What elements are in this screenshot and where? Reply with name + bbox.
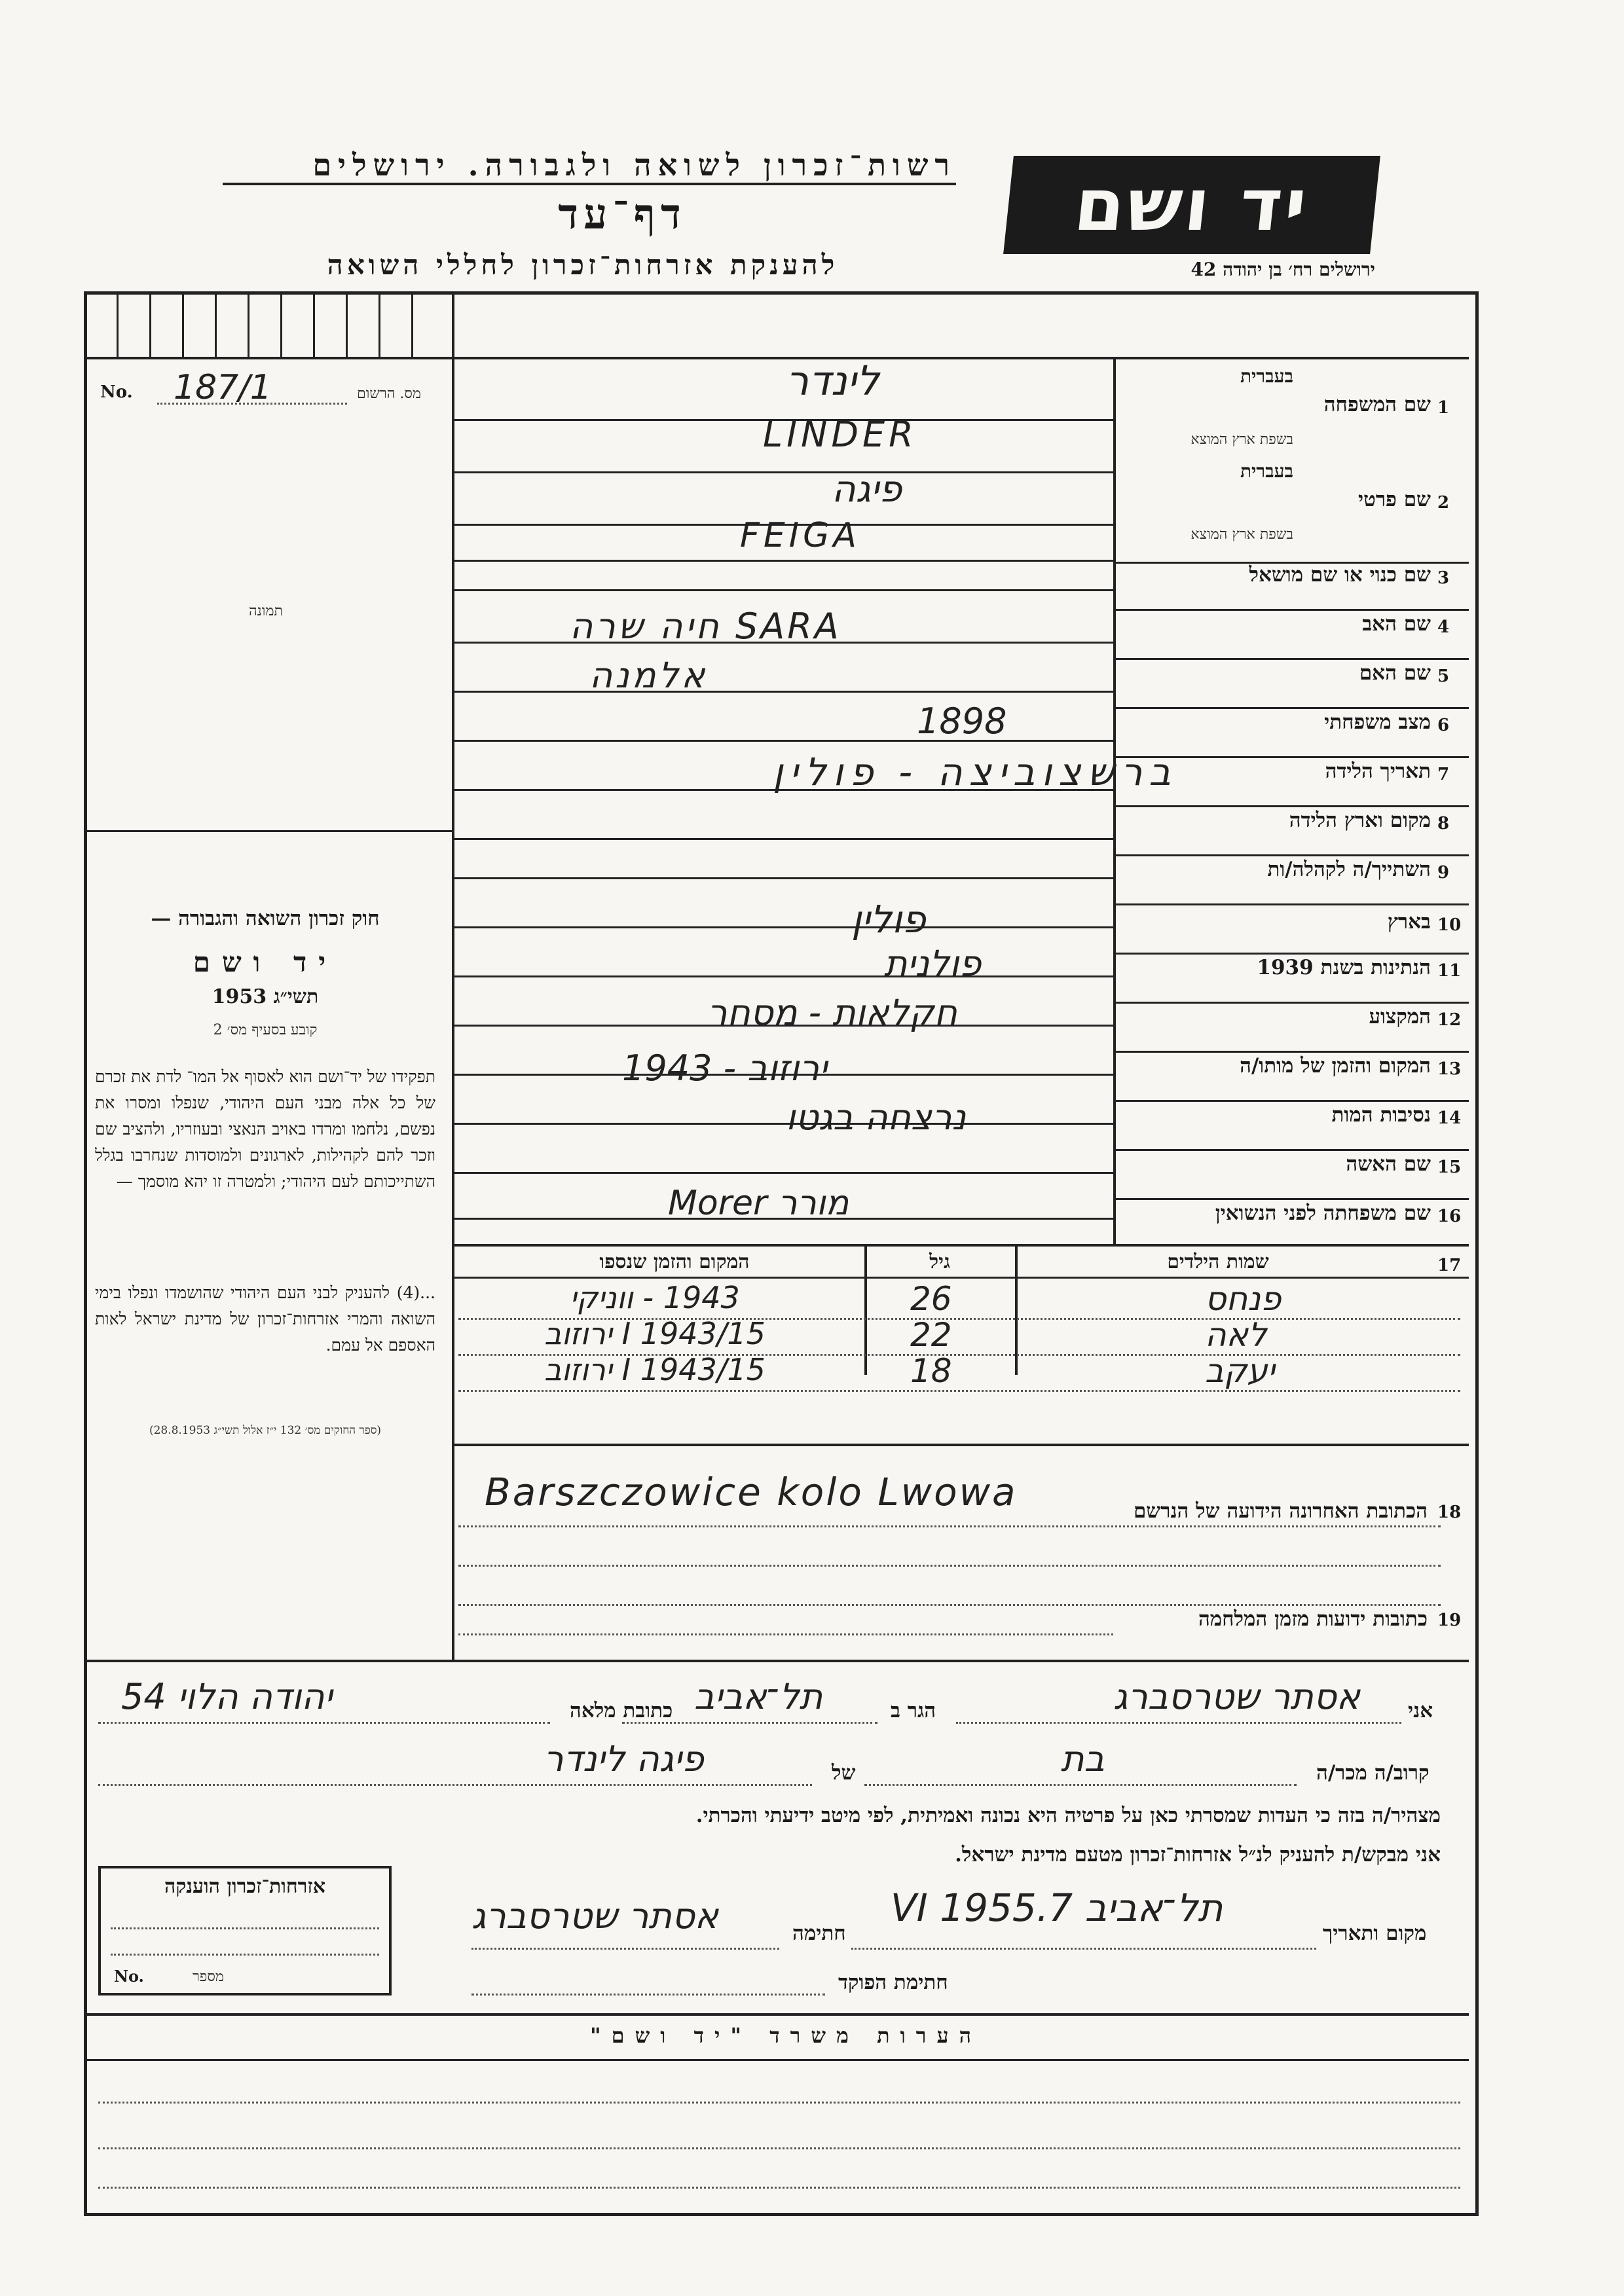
children-field-number: 17 [1437,1256,1462,1275]
child-age: 26 [910,1280,952,1318]
marital-status: 1898 [917,701,1007,742]
child-name: לאה [1205,1316,1267,1354]
address-line: ירושלים רח׳ בן יהודה 42 [1190,259,1375,280]
law-title: חוק זכרון השואה והגבורה — [151,907,380,930]
field-label: בארץ [1387,910,1431,934]
field-number: 4 [1437,617,1450,637]
country: פולין [851,897,926,941]
field-number: 15 [1437,1157,1462,1177]
decl-place-label: מקום ותאריך [1323,1922,1427,1945]
child-age: 18 [910,1352,952,1390]
last-address-number: 18 [1437,1503,1462,1522]
row-line [454,975,1113,977]
field-label: המקום והזמן של מותו/ה [1240,1054,1431,1078]
label-row-line [1116,805,1469,807]
war-addresses-number: 19 [1437,1611,1462,1630]
law-source: (ספר החוקים מס׳ 132 י״ז אלול תשי״ג 28.8.1953) [149,1424,382,1437]
form-title: דף־עד [558,190,686,239]
registration-field[interactable] [95,368,442,407]
field-number: 1 [1437,398,1450,418]
field-label: תאריך הלידה [1325,759,1431,783]
family-name-hebrew: לינדר [786,357,879,405]
child-place: 15/I 1943 ירוזוב [544,1352,766,1387]
children-age-header: גיל [929,1250,950,1273]
last-address-value: Barszczowice kolo Lwowa [485,1470,1018,1514]
field-number: 6 [1437,716,1450,735]
profession: חקלאות - מסחר [707,992,957,1033]
maiden-name: מורר Morer [668,1184,849,1223]
label-row-line [1116,1002,1469,1004]
label-row-line [1116,1100,1469,1102]
decl-request: אני מבקש/ת להעניק לנ״ל אזרחות־זכרון מטעם מדינת ישראל. [955,1843,1441,1867]
authority-line: רשות־זכרון לשואה ולגבורה. ירושלים [223,147,956,185]
field-label: שם משפחתה לפני הנשואין [1215,1201,1431,1225]
field-number: 14 [1437,1108,1462,1128]
label-row-line [1116,903,1469,905]
death-place-time: ירוזוב - 1943 [622,1048,828,1089]
decl-statement: מצהיר/ה בזה כי העדות שמסרתי כאן על פרטיה היא נכונה ואמיתית, לפי מיטב ידיעתי והכרתי. [695,1804,1441,1827]
field-label: מצב משפחתי [1324,710,1431,734]
field-number: 13 [1437,1059,1462,1079]
child-age: 22 [910,1316,952,1354]
field-number: 16 [1437,1207,1462,1226]
label-row-line [1116,1198,1469,1200]
death-circumstances: נרצחה בגטו [786,1097,967,1138]
decl-address-label: כתובת מלאה [570,1699,673,1722]
field-number: 7 [1437,765,1450,784]
label-row-line [1116,854,1469,856]
field-sub-hebrew: בעברית [1240,460,1293,482]
decl-official-label: חתימת הפוקד [838,1971,948,1994]
child-place: 1943 - ווניקי [570,1280,740,1315]
mother-name: אלמנה [589,655,708,696]
field-label: הנתינות בשנת 1939 [1257,956,1431,979]
first-name-latin: FEIGA [740,516,860,555]
field-label: מקום וארץ הלידה [1289,809,1431,832]
yad-vashem-logo: יד ושם [1003,156,1380,254]
row-line [454,691,1113,693]
war-addresses-label: כתובות ידועות מזמן המלחמה [1198,1607,1428,1631]
decl-place-date: תל־אביב 7.VI 1955 [891,1886,1223,1930]
decl-address: יהודה הלוי 54 [121,1676,333,1717]
label-row-line [1116,1051,1469,1053]
field-label: השתייך/ה לקהלה/ות [1267,858,1431,881]
decl-signature: אסתר שטרסברג [471,1895,719,1937]
decl-gar: הגר ב [891,1699,936,1722]
row-line [454,1123,1113,1125]
field-number: 10 [1437,915,1462,935]
field-number: 2 [1437,493,1450,513]
registration-no-label: No. [100,382,133,402]
child-place: 15/I 1943 ירוזוב [544,1316,766,1351]
row-line [454,560,1113,562]
row-line [454,1172,1113,1174]
field-number: 9 [1437,863,1450,883]
grant-box [98,1866,392,1995]
label-row-line [1116,1149,1469,1151]
row-line [454,877,1113,879]
row-line [454,926,1113,928]
grant-no: No. [114,1967,144,1986]
law-yad-vashem: יד ושם [193,946,338,978]
label-row-line [1116,658,1469,660]
row-line [454,589,1113,591]
field-number: 11 [1437,961,1462,981]
grant-title: אזרחות־זכרון הוענקה [164,1875,326,1898]
form-subtitle: להענקת אזרחות־זכרון לחללי השואה [327,249,839,281]
field-number: 3 [1437,568,1450,588]
label-row-line [1116,707,1469,709]
field-label: שם המשפחה [1323,393,1431,416]
decl-relation: בת [1061,1738,1105,1779]
label-row-line [1116,953,1469,955]
family-name-latin: LINDER [763,414,917,455]
registration-value: 187/1 [174,368,272,407]
decl-of: פיגה לינדר [544,1738,704,1779]
law-clause: קובע בסעיף מס׳ 2 [213,1022,318,1038]
decl-ani: אני [1408,1699,1433,1722]
field-label: שם האב [1362,612,1431,636]
grant-mispar: מספר [193,1969,224,1985]
field-number: 5 [1437,666,1450,686]
photo-label: תמונה [249,603,283,619]
last-address-label: הכתובת האחרונה הידועה של הנרשם [1133,1499,1428,1523]
registration-he-label: מס. הרשום [357,386,421,402]
decl-name: אסתר שטרסברג [1113,1676,1361,1717]
field-sub-origin: בשפת ארץ המוצא [1190,431,1293,448]
decl-sign-label: חתימה [792,1922,846,1945]
field-number: 8 [1437,814,1450,833]
field-label: נסיבות המות [1331,1103,1431,1127]
child-name: יעקב [1205,1352,1275,1390]
child-name: פנחס [1205,1280,1282,1318]
row-line [454,740,1113,742]
nationality-1939: פולנית [884,943,982,984]
row-line [454,471,1113,473]
field-label: שם האם [1359,661,1431,685]
law-text-1: תפקידו של יד־ושם הוא לאסוף אל המו־ לדת את זכרם של כל אלה מבני העם היהודי, שנפלו ומסרו את נפשם, נלחמו ומרדו באויב הנאצי ובעוזריו, ולהציב שם וזכר להם לקהילות, לארגונים ולמוסדות שנחרבו בגלל השתייכותם לעם היהודי; ולמטרה זו יהא מוסמך — [95,1067,435,1191]
field-sub-origin: בשפת ארץ המוצא [1190,526,1293,543]
children-names-header: שמות הילדים [1167,1250,1269,1273]
field-sub-hebrew: בעברית [1240,365,1293,387]
decl-relation-label: קרוב/ה מכר/ה [1316,1761,1430,1785]
law-text-2: ...(4) להעניק לבני העם היהודי שהושמדו ונפלו בימי השואה והמרי אזרחות־זכרון של מדינת ישראל לאות האספם אל עמם. [95,1283,435,1355]
child-row-line [458,1390,1460,1392]
law-year: תשי״ג 1953 [212,985,319,1008]
field-label: המקצוע [1369,1005,1431,1029]
father-name: חיה שרה SARA [570,606,841,647]
field-label: שם האשה [1346,1152,1431,1176]
field-label: שם פרטי [1357,488,1431,511]
birth-date: ברשצוביצה - פולין [773,750,1177,794]
field-number: 12 [1437,1010,1462,1030]
row-line [454,838,1113,840]
field-label: שם כנוי או שם מושאל [1249,563,1431,587]
remarks-title: הערות משרד "יד ושם" [589,2023,982,2048]
children-place-header: המקום והזמן שנספו [599,1250,750,1273]
label-row-line [1116,609,1469,611]
decl-of-label: של [832,1761,856,1785]
decl-city: תל־אביב [694,1676,823,1717]
first-name-hebrew: פיגה [832,468,902,511]
